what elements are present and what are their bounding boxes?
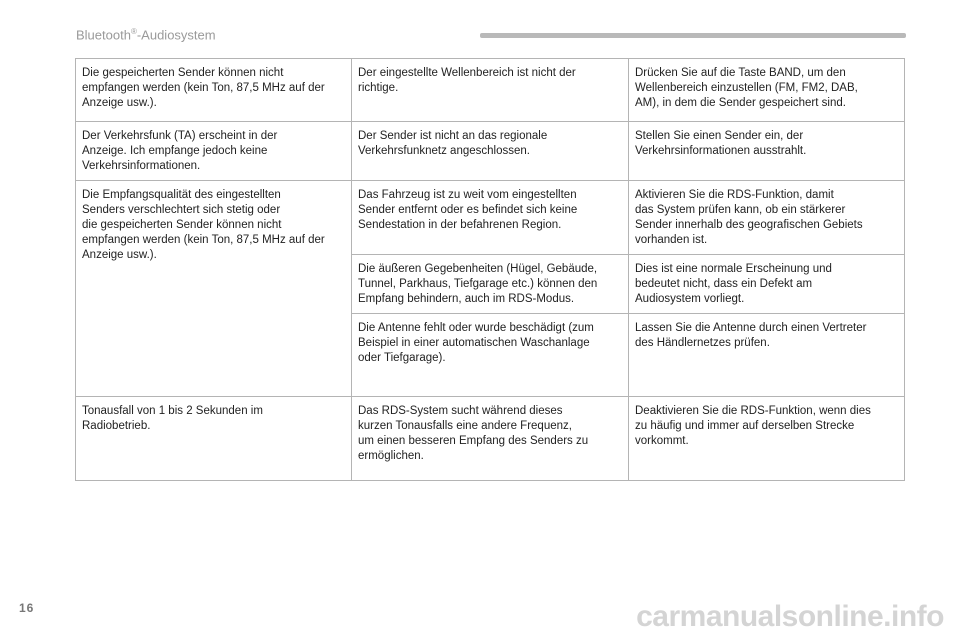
troubleshooting-table xyxy=(75,58,905,481)
table-row xyxy=(76,122,905,181)
cause-cell: Der Sender ist nicht an das regionale Verkehrsfunknetz angeschlossen. xyxy=(352,122,629,181)
solution-cell: Drücken Sie auf die Taste BAND, um den Wellenbereich einzustellen (FM, FM2, DAB, AM), in dem die Sender gespeichert sind. xyxy=(629,59,905,122)
cause-cell: Der eingestellte Wellenbereich ist nicht der richtige. xyxy=(352,59,629,122)
cause-cell: Die Antenne fehlt oder wurde beschädigt (zum Beispiel in einer automatischen Waschanlage oder Tiefgarage). xyxy=(352,314,629,397)
table-row xyxy=(76,59,905,122)
watermark-logo: carmanualsonline.info xyxy=(636,600,944,633)
cause-cell: Das Fahrzeug ist zu weit vom eingestellten Sender entfernt oder es befindet sich keine Sendestation in der befahrenen Region. xyxy=(352,181,629,255)
table-row xyxy=(76,181,905,255)
registered-mark: ® xyxy=(130,27,137,36)
solution-cell: Dies ist eine normale Erscheinung und bedeutet nicht, dass ein Defekt am Audiosystem vorliegt. xyxy=(629,255,905,314)
page-header-title xyxy=(76,27,216,42)
solution-cell: Aktivieren Sie die RDS-Funktion, damit das System prüfen kann, ob ein stärkerer Sender innerhalb des geografischen Gebiets vorhanden ist. xyxy=(629,181,905,255)
problem-cell: Tonausfall von 1 bis 2 Sekunden im Radiobetrieb. xyxy=(76,397,352,481)
header-decorative-bar xyxy=(480,33,906,38)
solution-cell: Lassen Sie die Antenne durch einen Vertreter des Händlernetzes prüfen. xyxy=(629,314,905,397)
cause-cell: Die äußeren Gegebenheiten (Hügel, Gebäude, Tunnel, Parkhaus, Tiefgarage etc.) können den Empfang behindern, auch im RDS-Modus. xyxy=(352,255,629,314)
header-title-prefix: Bluetooth xyxy=(76,27,131,43)
problem-cell: Die Empfangsqualität des eingestellten Senders verschlechtert sich stetig oder die gespeicherten Sender können nicht empfangen werden (kein Ton, 87,5 MHz auf der Anzeige usw.). xyxy=(76,181,352,397)
problem-cell: Die gespeicherten Sender können nicht empfangen werden (kein Ton, 87,5 MHz auf der Anzeige usw.). xyxy=(76,59,352,122)
cause-cell: Das RDS-System sucht während dieses kurzen Tonausfalls eine andere Frequenz, um einen besseren Empfang des Senders zu ermöglichen. xyxy=(352,397,629,481)
solution-cell: Deaktivieren Sie die RDS-Funktion, wenn dies zu häufig und immer auf derselben Strecke vorkommt. xyxy=(629,397,905,481)
header-title-suffix: -Audiosystem xyxy=(136,27,216,43)
page-number: 16 xyxy=(19,601,35,615)
problem-cell: Der Verkehrsfunk (TA) erscheint in der Anzeige. Ich empfange jedoch keine Verkehrsinformationen. xyxy=(76,122,352,181)
table-row xyxy=(76,397,905,481)
solution-cell: Stellen Sie einen Sender ein, der Verkehrsinformationen ausstrahlt. xyxy=(629,122,905,181)
